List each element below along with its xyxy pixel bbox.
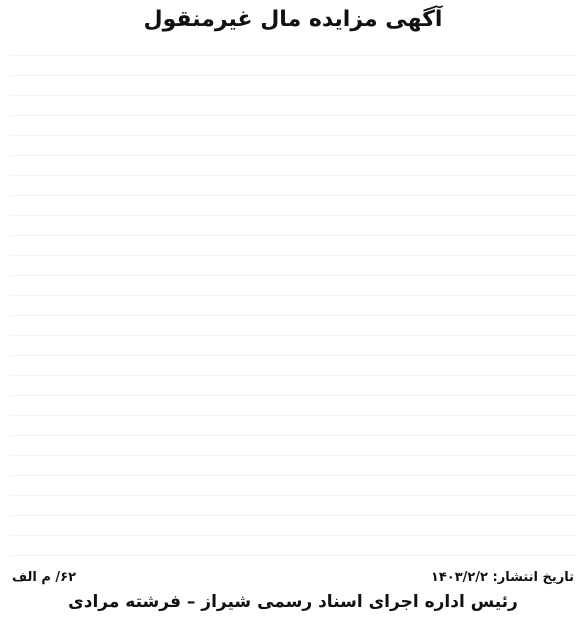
publication-date: تاریخ انتشار: ۱۴۰۳/۲/۲: [430, 569, 574, 585]
reference-code: ۶۲/ م الف: [12, 569, 77, 585]
publication-info: [12, 568, 574, 586]
notice-title: آگهی مزایده مال غیرمنقول: [143, 7, 443, 32]
signature-line: رئیس اداره اجرای اسناد رسمی شیراز – فرشته مرادی: [68, 592, 518, 612]
notice-body: [10, 36, 576, 566]
